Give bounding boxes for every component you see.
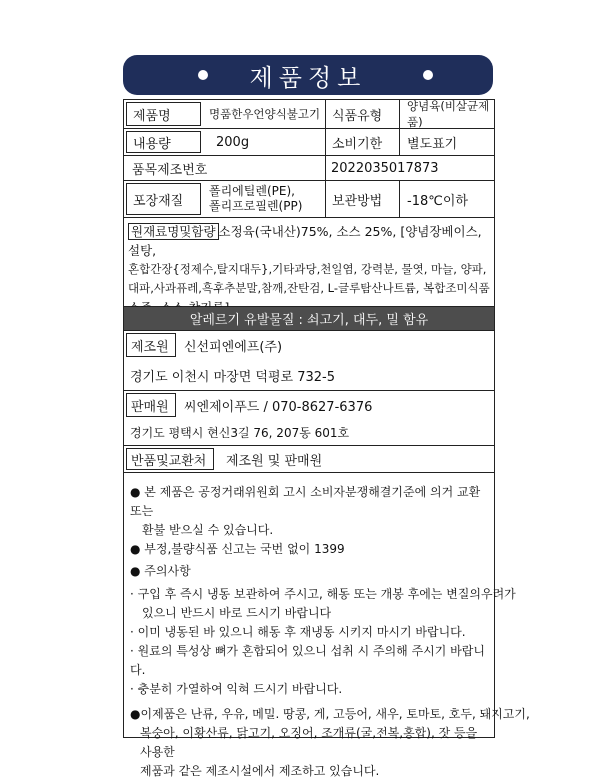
- label-expiry: 소비기한: [326, 129, 399, 155]
- allergen-line-1: 이제품은 난류, 우유, 메밀. 땅콩, 게, 고등어, 새우, 토마토, 호두, 돼지고기,: [140, 707, 530, 721]
- value-storage: -18℃이하: [407, 193, 468, 209]
- ingredients-line-3: 대파,사과퓨레,흑후추분말,참깨,잔탄검, L-글루탐산나트륨, 복합조미식품: [128, 281, 490, 295]
- label-exchange: 반품및교환처: [126, 448, 214, 470]
- ingredients-line-2: 혼합간장{정제수,탈지대두},기타과당,천일염, 강력분, 물엿, 마늘, 양파,: [128, 262, 487, 276]
- value-packaging: [209, 181, 324, 217]
- label-report-no: 품목제조번호: [124, 156, 319, 180]
- ingredients-line-1: 소정육(국내산)75%, 소스 25%, [양념장베이스, 설탕,: [128, 224, 482, 258]
- note-exchange-line-1: 본 제품은 공정거래위원회 고시 소비자분쟁해결기준에 의거 교환 또는: [130, 485, 481, 518]
- packaging-line-1: 폴리에틸렌(PE),: [209, 184, 295, 198]
- caution-1-cont: [130, 604, 490, 623]
- allergen-facility-cont2: [130, 762, 490, 781]
- row-manufacturer: [124, 331, 494, 391]
- row-packaging: [124, 181, 494, 218]
- note-exchange-line-2: 환불 받으실 수 있습니다.: [142, 523, 274, 537]
- ingredients-text: [128, 222, 491, 317]
- value-content: 200g: [216, 134, 250, 150]
- caution-2-text: 이미 냉동된 바 있으니 해동 후 재냉동 시키지 마시기 바랍니다.: [137, 625, 466, 639]
- packaging-line-2: 폴리프로필렌(PP): [209, 199, 303, 213]
- note-caution-heading: ● 주의사항: [130, 564, 191, 578]
- label-storage: 보관방법: [326, 181, 399, 217]
- allergen-facility-cont: [130, 724, 490, 762]
- row-product-name: [124, 100, 494, 129]
- note-exchange: ● 본 제품은 공정거래위원회 고시 소비자분쟁해결기준에 의거 교환 또는: [130, 485, 481, 518]
- manufacturer-address: 경기도 이천시 마장면 덕평로 732-5: [130, 369, 336, 385]
- allergy-banner: 알레르기 유발물질 : 쇠고기, 대두, 밀 함유: [124, 307, 494, 330]
- note-caution-title: 주의사항: [144, 564, 191, 578]
- label-content: 내용량: [126, 131, 201, 153]
- value-exchange: 제조원 및 판매원: [226, 453, 323, 469]
- label-ingredients: 원재료명및함량: [128, 223, 219, 240]
- row-ingredients: [124, 218, 494, 307]
- caution-1-line-2: 있으니 반드시 바로 드시기 바랍니다: [142, 606, 332, 620]
- row-allergy: [124, 307, 494, 331]
- caution-4-text: 충분히 가열하여 익혀 드시기 바랍니다.: [137, 682, 343, 696]
- caution-1-line-1: 구입 후 즉시 냉동 보관하여 주시고, 해동 또는 개봉 후에는 변질의우려가: [137, 587, 516, 601]
- row-seller: [124, 391, 494, 446]
- bullet-dot-icon: [423, 70, 433, 80]
- bullet-dot-icon: [198, 70, 208, 80]
- caution-1: · 구입 후 즉시 냉동 보관하여 주시고, 해동 또는 개봉 후에는 변질의우려가: [130, 587, 516, 601]
- product-info-table: [123, 99, 530, 778]
- caution-4: · 충분히 가열하여 익혀 드시기 바랍니다.: [130, 682, 343, 696]
- page-title: 제품정보: [249, 63, 367, 92]
- note-exchange-cont: [130, 521, 490, 540]
- label-seller: 판매원: [126, 393, 176, 417]
- value-report-no: 2022035017873: [331, 160, 439, 176]
- info-header: [123, 55, 493, 95]
- value-seller: 씨엔제이푸드 / 070-8627-6376: [184, 399, 373, 415]
- note-report-text: 부정,불량식품 신고는 국번 없이 1399: [144, 542, 345, 556]
- row-report-no: [124, 156, 494, 181]
- seller-address: 경기도 평택시 현신3길 76, 207동 601호: [130, 425, 350, 440]
- value-expiry: 별도표기: [407, 136, 458, 152]
- label-product-type: 식품유형: [326, 100, 399, 128]
- allergen-facility: ●이제품은 난류, 우유, 메밀. 땅콩, 게, 고등어, 새우, 토마토, 호두, 돼지고기,: [130, 707, 530, 721]
- label-product-name: 제품명: [126, 102, 201, 126]
- caution-2: · 이미 냉동된 바 있으니 해동 후 재냉동 시키지 마시기 바랍니다.: [130, 625, 466, 639]
- caution-3: · 원료의 특성상 뼈가 혼합되어 있으니 섭취 시 주의해 주시기 바랍니다.: [130, 644, 485, 677]
- allergen-line-2: 복숭아, 이황산류, 닭고기, 오징어, 조개류(굴,전복,홍합), 잣 등을 사용한: [140, 726, 478, 759]
- row-content: [124, 129, 494, 156]
- value-product-type: 양념육(비살균제품): [407, 99, 490, 129]
- label-packaging: 포장재질: [126, 183, 201, 215]
- row-notes: [124, 473, 530, 778]
- allergen-line-3: 제품과 같은 제조시설에서 제조하고 있습니다.: [140, 764, 380, 778]
- value-product-name: 명품한우언양식불고기: [209, 107, 321, 121]
- row-exchange: [124, 446, 494, 473]
- note-report: ● 부정,불량식품 신고는 국번 없이 1399: [130, 542, 345, 556]
- value-manufacturer: 신선피엔에프(주): [184, 339, 283, 355]
- label-manufacturer: 제조원: [126, 333, 176, 357]
- notes-list: [130, 483, 530, 781]
- caution-3-text: 원료의 특성상 뼈가 혼합되어 있으니 섭취 시 주의해 주시기 바랍니다.: [130, 644, 485, 677]
